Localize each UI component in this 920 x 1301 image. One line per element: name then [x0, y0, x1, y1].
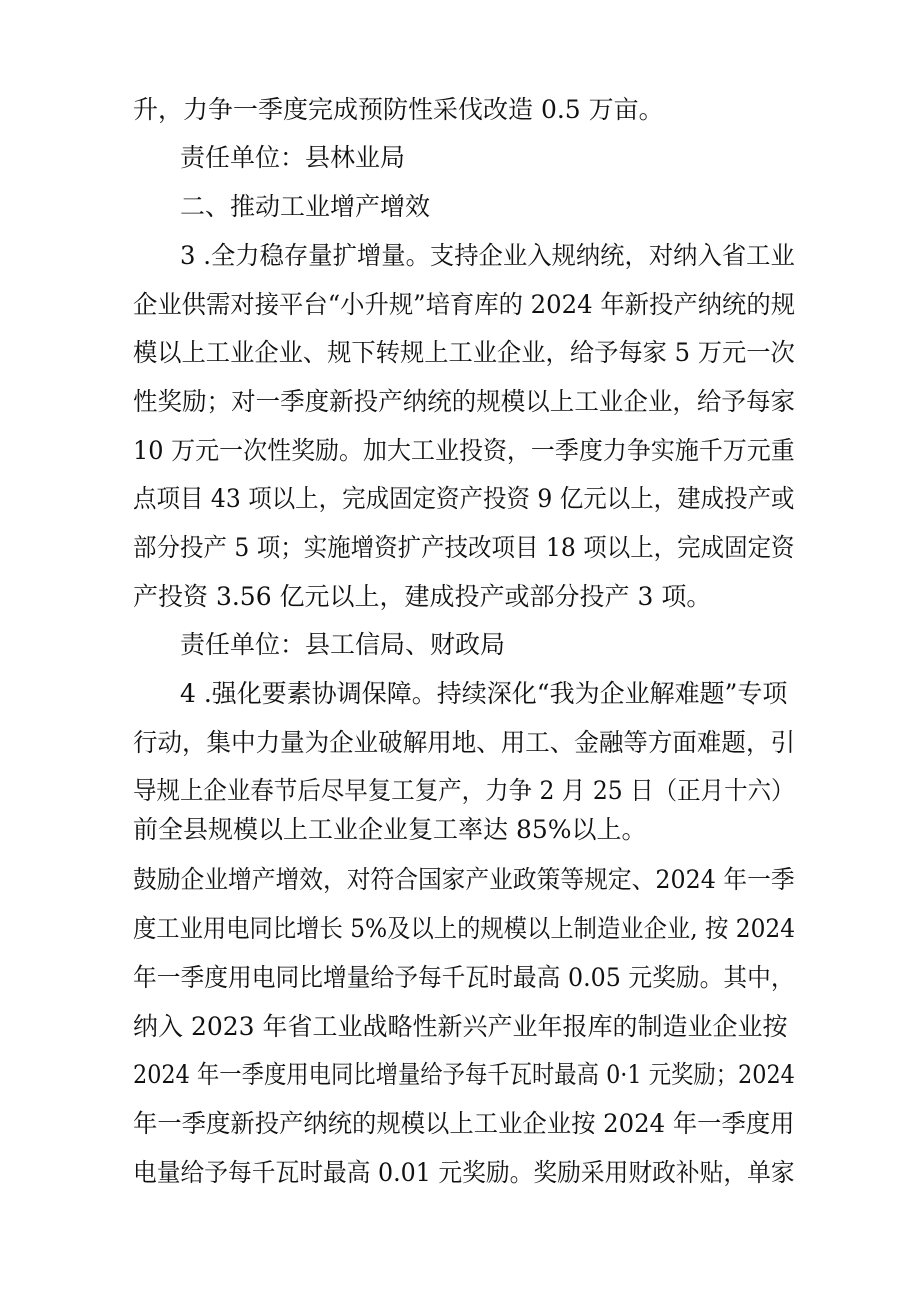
line-text: 4 .强化要素协调保障。持续深化“我为企业解难题”专项 [180, 679, 788, 708]
line-text: 纳入 2023 年省工业战略性新兴产业年报库的制造业企业按 [133, 1012, 788, 1041]
text-line [0, 328, 920, 378]
line-text: 导规上企业春节后尽早复工复产，力争 2 月 25 日（正月十六） [133, 776, 795, 805]
text-line [0, 1148, 920, 1198]
line-text: 性奖励；对一季度新投产纳统的规模以上工业企业，给予每家 [133, 387, 795, 416]
text-line [0, 377, 920, 427]
text-line [0, 855, 920, 905]
line-text: 行动，集中力量为企业破解用地、用工、金融等方面难题，引 [133, 728, 795, 757]
line-text: 鼓励企业增产增效，对符合国家产业政策等规定、2024 年一季 [133, 865, 795, 894]
text-line [0, 133, 920, 183]
line-text: 前全县规模以上工业企业复工率达 85%以上。 [133, 815, 647, 844]
line-text: 10 万元一次性奖励。加大工业投资，一季度力争实施千万元重 [133, 436, 795, 465]
text-line [0, 572, 920, 622]
line-text: 点项目 43 项以上，完成固定资产投资 9 亿元以上，建成投产或 [133, 484, 795, 513]
line-text: 升，力争一季度完成预防性采伐改造 0.5 万亩。 [133, 95, 664, 124]
text-line [0, 1099, 920, 1149]
line-text: 电量给予每千瓦时最高 0.01 元奖励。奖励采用财政补贴，单家 [133, 1158, 795, 1187]
line-text: 模以上工业企业、规下转规上工业企业，给予每家 5 万元一次 [133, 338, 795, 367]
line-text: 3 .全力稳存量扩增量。支持企业入规纳统，对纳入省工业 [180, 241, 795, 270]
text-line [0, 85, 920, 135]
line-text: 责任单位：县林业局 [180, 143, 406, 172]
section-heading [0, 182, 920, 232]
text-line [0, 280, 920, 330]
text-line [0, 1050, 920, 1100]
text-line [0, 426, 920, 476]
text-line [0, 231, 920, 281]
text-line [0, 620, 920, 670]
text-line [0, 805, 920, 855]
line-text: 年一季度用电同比增量给予每千瓦时最高 0.05 元奖励。其中， [133, 963, 795, 992]
text-line [0, 1002, 920, 1052]
text-line [0, 953, 920, 1003]
line-text: 产投资 3.56 亿元以上，建成投产或部分投产 3 项。 [133, 582, 712, 611]
line-text: 企业供需对接平台“小升规”培育库的 2024 年新投产纳统的规 [133, 290, 796, 319]
heading-text: 二、推动工业增产增效 [180, 192, 431, 221]
text-line [0, 718, 920, 768]
text-line [0, 669, 920, 719]
line-text: 度工业用电同比增长 5%及以上的规模以上制造业企业, 按 2024 [133, 914, 796, 943]
text-line [0, 523, 920, 573]
line-text: 部分投产 5 项；实施增资扩产技改项目 18 项以上，完成固定资 [133, 533, 795, 562]
text-line [0, 474, 920, 524]
line-text: 2024 年一季度用电同比增量给予每千瓦时最高 0·1 元奖励；2024 [133, 1060, 795, 1089]
line-text: 责任单位：县工信局、财政局 [180, 630, 506, 659]
line-text: 年一季度新投产纳统的规模以上工业企业按 2024 年一季度用 [133, 1109, 795, 1138]
text-line [0, 904, 920, 954]
